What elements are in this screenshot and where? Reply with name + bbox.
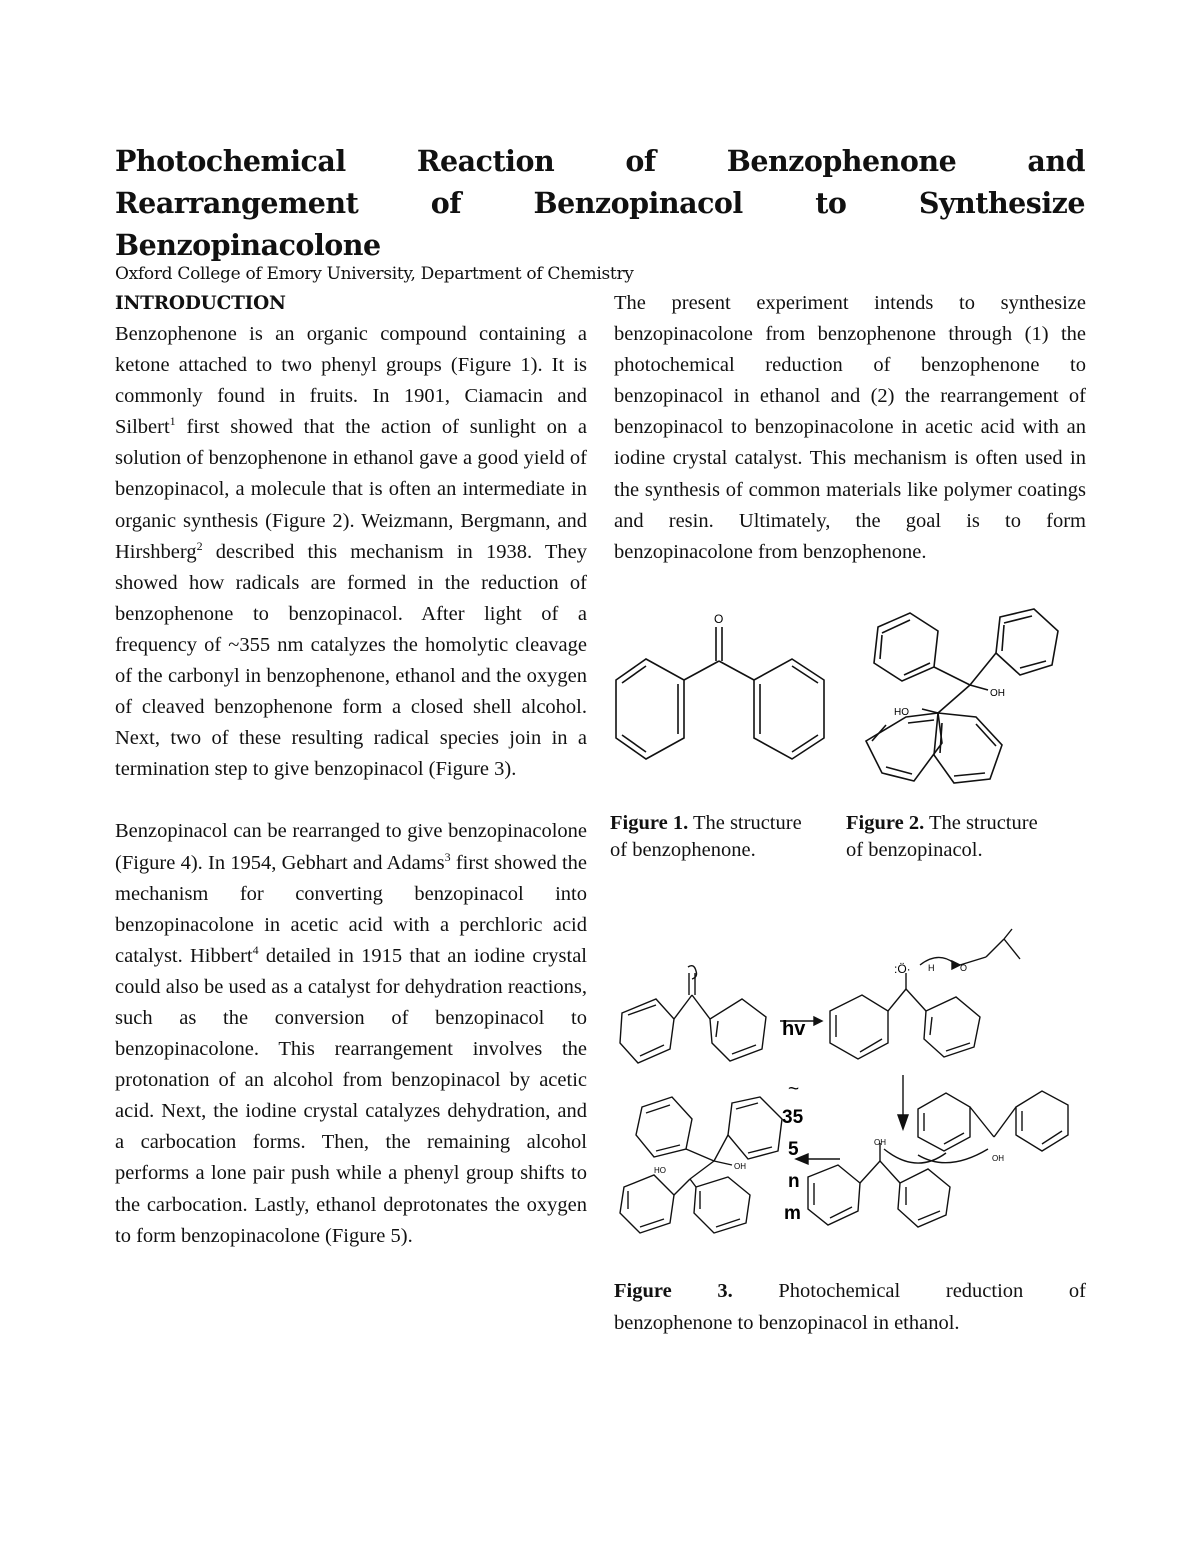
text-run: first showed that the action of sunlight on a solution of benzophenone in ethanol gave a good yield of benzopinacol, a molecule that is often an intermediate in organic synthesis (Figure 2). Weizmann, Bergmann, and Hirshberg: [115, 416, 587, 563]
product-ho-label: HO: [654, 1166, 666, 1175]
paragraph-gap: [115, 785, 587, 816]
figure-1-caption: [610, 810, 810, 864]
figure-1-benzophenone-structure: [606, 605, 832, 805]
light-label-hv: hv: [782, 1018, 806, 1040]
citation-ref: 4: [252, 942, 259, 957]
wavelength-line-2: 35: [782, 1107, 804, 1128]
figure-1-caption-text: The structure of benzophenone.: [610, 812, 802, 861]
figure-3-reaction-scheme: [610, 925, 1088, 1245]
intermediate-oh-label: OH: [874, 1138, 886, 1147]
intro-paragraph-2: [115, 816, 587, 1251]
hydroxyl-label-ho: HO: [894, 707, 909, 718]
figure-1-label: Figure 1.: [610, 812, 689, 834]
citation-ref: 2: [196, 538, 203, 553]
affiliation: Oxford College of Emory University, Department of Chemistry: [115, 264, 634, 284]
figure-3-caption-line-1: [614, 1275, 1086, 1307]
section-heading-introduction: INTRODUCTION: [115, 293, 286, 314]
figure-2-caption: [846, 810, 1046, 864]
figure-3-caption-text-1: Photochemical reduction of: [778, 1280, 1087, 1302]
wavelength-line-4: n: [788, 1171, 800, 1192]
figure-3-caption-text-2: benzophenone to benzopinacol in ethanol.: [614, 1312, 960, 1334]
text-run: described this mechanism in 1938. They showed how radicals are formed in the reduction of benzophenone to benzopinacol. After light of a frequency of ~355 nm catalyzes the homolytic cleavage of the carbonyl in benzophenone, ethanol and the oxygen of cleaved benzophenone form a closed shell alcohol. Next, two of these resulting radical species join in a termination step to give benzopinacol (Figure 3).: [115, 540, 587, 781]
hydroxyl-label-oh: OH: [990, 688, 1005, 699]
citation-ref: 3: [444, 849, 451, 864]
figure-2-label: Figure 2.: [846, 812, 925, 834]
text-run: Benzopinacol can be rearranged to give benzopinacolone (Figure 4). In 1954, Gebhart and Adams: [115, 820, 587, 874]
oxygen-radical-label: :Ö·: [894, 962, 911, 976]
citation-ref: 1: [169, 414, 176, 429]
radical-oh-label: OH: [992, 1154, 1004, 1163]
wavelength-line-1: ~: [788, 1079, 800, 1100]
intro-paragraph-1: [115, 319, 587, 785]
figure-3-label: Figure 3.: [614, 1280, 733, 1302]
wavelength-line-3: 5: [788, 1139, 799, 1160]
figure-3-caption: [614, 1275, 1086, 1339]
atom-label-oxygen: O: [714, 612, 724, 626]
right-column: [614, 288, 1086, 568]
figure-2-caption-text: The structure of benzopinacol.: [846, 812, 1038, 861]
oxygen-label: O: [960, 963, 968, 973]
paper-title: Photochemical Reaction of Benzophenone and Rearrangement of Benzopinacol to Synthesize Benzopinacolone: [115, 144, 1085, 262]
hydrogen-label: H: [928, 963, 935, 973]
product-oh-label: OH: [734, 1162, 746, 1171]
figure-2-benzopinacol-structure: [842, 605, 1062, 790]
objective-paragraph: The present experiment intends to synthesize benzopinacolone from benzophenone through (1) the photochemical reduction of benzophenone to benzopinacol in ethanol and (2) the rearrangement of benzopinacol to benzopinacolone in acetic acid with an iodine crystal catalyst. This mechanism is often used in the synthesis of common materials like polymer coatings and resin. Ultimately, the goal is to form benzopinacolone from benzophenone.: [614, 292, 1086, 563]
text-run: Benzophenone is an organic compound containing a ketone attached to two phenyl groups (Figure 1). It is commonly found in fruits. In 1901, Ciamacin and Silbert: [115, 323, 587, 439]
left-column: [115, 288, 587, 1252]
wavelength-line-5: m: [784, 1203, 801, 1224]
text-run: first showed the mechanism for converting benzopinacol into benzopinacolone in acetic acid with a perchloric acid catalyst. Hibbert: [115, 851, 587, 967]
text-run: detailed in 1915 that an iodine crystal could also be used as a catalyst for dehydration reactions, such as the conversion of benzopinacol to benzopinacolone. This rearrangement involves the protonation of an alcohol from benzopinacol by acetic acid. Next, the iodine crystal catalyzes dehydration, and a carbocation forms. Then, the remaining alcohol performs a lone pair push while a phenyl group shifts to the carbocation. Lastly, ethanol deprotonates the oxygen to form benzopinacolone (Figure 5).: [115, 944, 587, 1247]
